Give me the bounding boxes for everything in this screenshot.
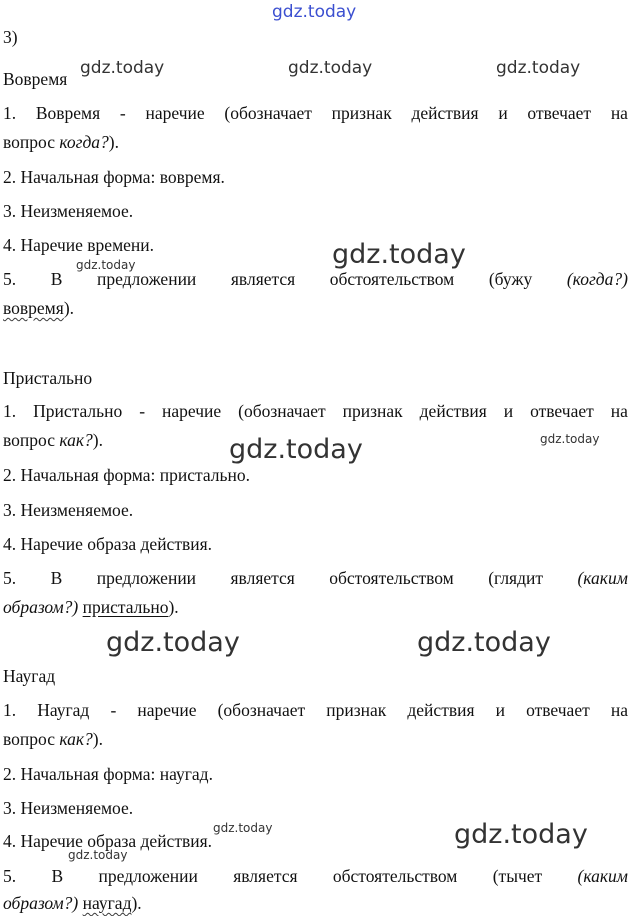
word: наречие xyxy=(145,103,205,123)
watermark: gdz.today xyxy=(213,821,273,835)
item-3: 3. Неизменяемое. xyxy=(3,798,134,818)
question-text: когда? xyxy=(59,132,109,152)
item-5-line: 5. В предложении является обстоятельством (бужу (когда?) xyxy=(3,269,628,289)
watermark: gdz.today xyxy=(76,258,136,272)
question-text: (каким xyxy=(577,568,628,588)
circumstance-word: вовремя xyxy=(3,298,64,318)
circumstance-word: наугад xyxy=(82,893,132,913)
item-1-cont: вопрос как?). xyxy=(3,729,103,749)
word: 1. xyxy=(3,103,17,123)
item-2: 2. Начальная форма: вовремя. xyxy=(3,167,225,187)
item-5-line: 5. В предложении является обстоятельством (глядит (каким xyxy=(3,568,628,588)
question-text: образом?) xyxy=(3,893,79,913)
word: (обозначает xyxy=(224,103,312,123)
word: отвечает xyxy=(527,103,592,123)
question-text: (каким xyxy=(577,866,628,886)
word: Вовремя xyxy=(35,103,101,123)
watermark: gdz.today xyxy=(417,627,551,658)
item-1-cont: вопрос как?). xyxy=(3,430,103,450)
word: признак xyxy=(331,103,392,123)
item-5-line: 5. В предложении является обстоятельством (тычет (каким xyxy=(3,866,628,886)
item-1-cont: вопрос когда?). xyxy=(3,132,119,152)
word: действия xyxy=(411,103,479,123)
circumstance-word: пристально xyxy=(82,597,169,617)
question-text: образом?) xyxy=(3,597,79,617)
item-1-line: 1. Наугад - наречие (обозначает признак действия и отвечает на xyxy=(3,700,628,720)
item-5-cont: образом?) пристально). xyxy=(3,597,179,617)
section-title: Вовремя xyxy=(3,69,68,89)
watermark: gdz.today xyxy=(229,434,363,465)
question-text: как? xyxy=(59,430,93,450)
question-text: как? xyxy=(59,729,93,749)
item-3: 3. Неизменяемое. xyxy=(3,201,134,221)
watermark: gdz.today xyxy=(68,848,128,862)
item-3: 3. Неизменяемое. xyxy=(3,500,134,520)
watermark: gdz.today xyxy=(288,58,373,78)
item-4: 4. Наречие времени. xyxy=(3,235,155,255)
item-1-line xyxy=(3,102,628,124)
word: на xyxy=(610,103,628,123)
item-1-line: 1. Пристально - наречие (обозначает признак действия и отвечает на xyxy=(3,401,628,421)
item-2: 2. Начальная форма: наугад. xyxy=(3,764,213,784)
watermark: gdz.today xyxy=(332,239,466,270)
watermark: gdz.today xyxy=(540,432,600,446)
item-5-cont: образом?) наугад). xyxy=(3,893,142,913)
word: и xyxy=(498,103,508,123)
section-title: Наугад xyxy=(3,666,56,686)
item-4: 4. Наречие образа действия. xyxy=(3,831,213,851)
item-5-cont: вовремя). xyxy=(3,298,75,318)
watermark: gdz.today xyxy=(496,58,581,78)
word: - xyxy=(119,103,126,123)
item-4: 4. Наречие образа действия. xyxy=(3,534,213,554)
question-text: (когда?) xyxy=(566,269,628,289)
section-title: Пристально xyxy=(3,368,93,388)
item-2: 2. Начальная форма: пристально. xyxy=(3,465,250,485)
watermark: gdz.today xyxy=(454,819,588,850)
task-number: 3) xyxy=(3,27,18,47)
watermark: gdz.today xyxy=(80,58,165,78)
watermark: gdz.today xyxy=(106,627,240,658)
watermark-header: gdz.today xyxy=(272,2,357,22)
